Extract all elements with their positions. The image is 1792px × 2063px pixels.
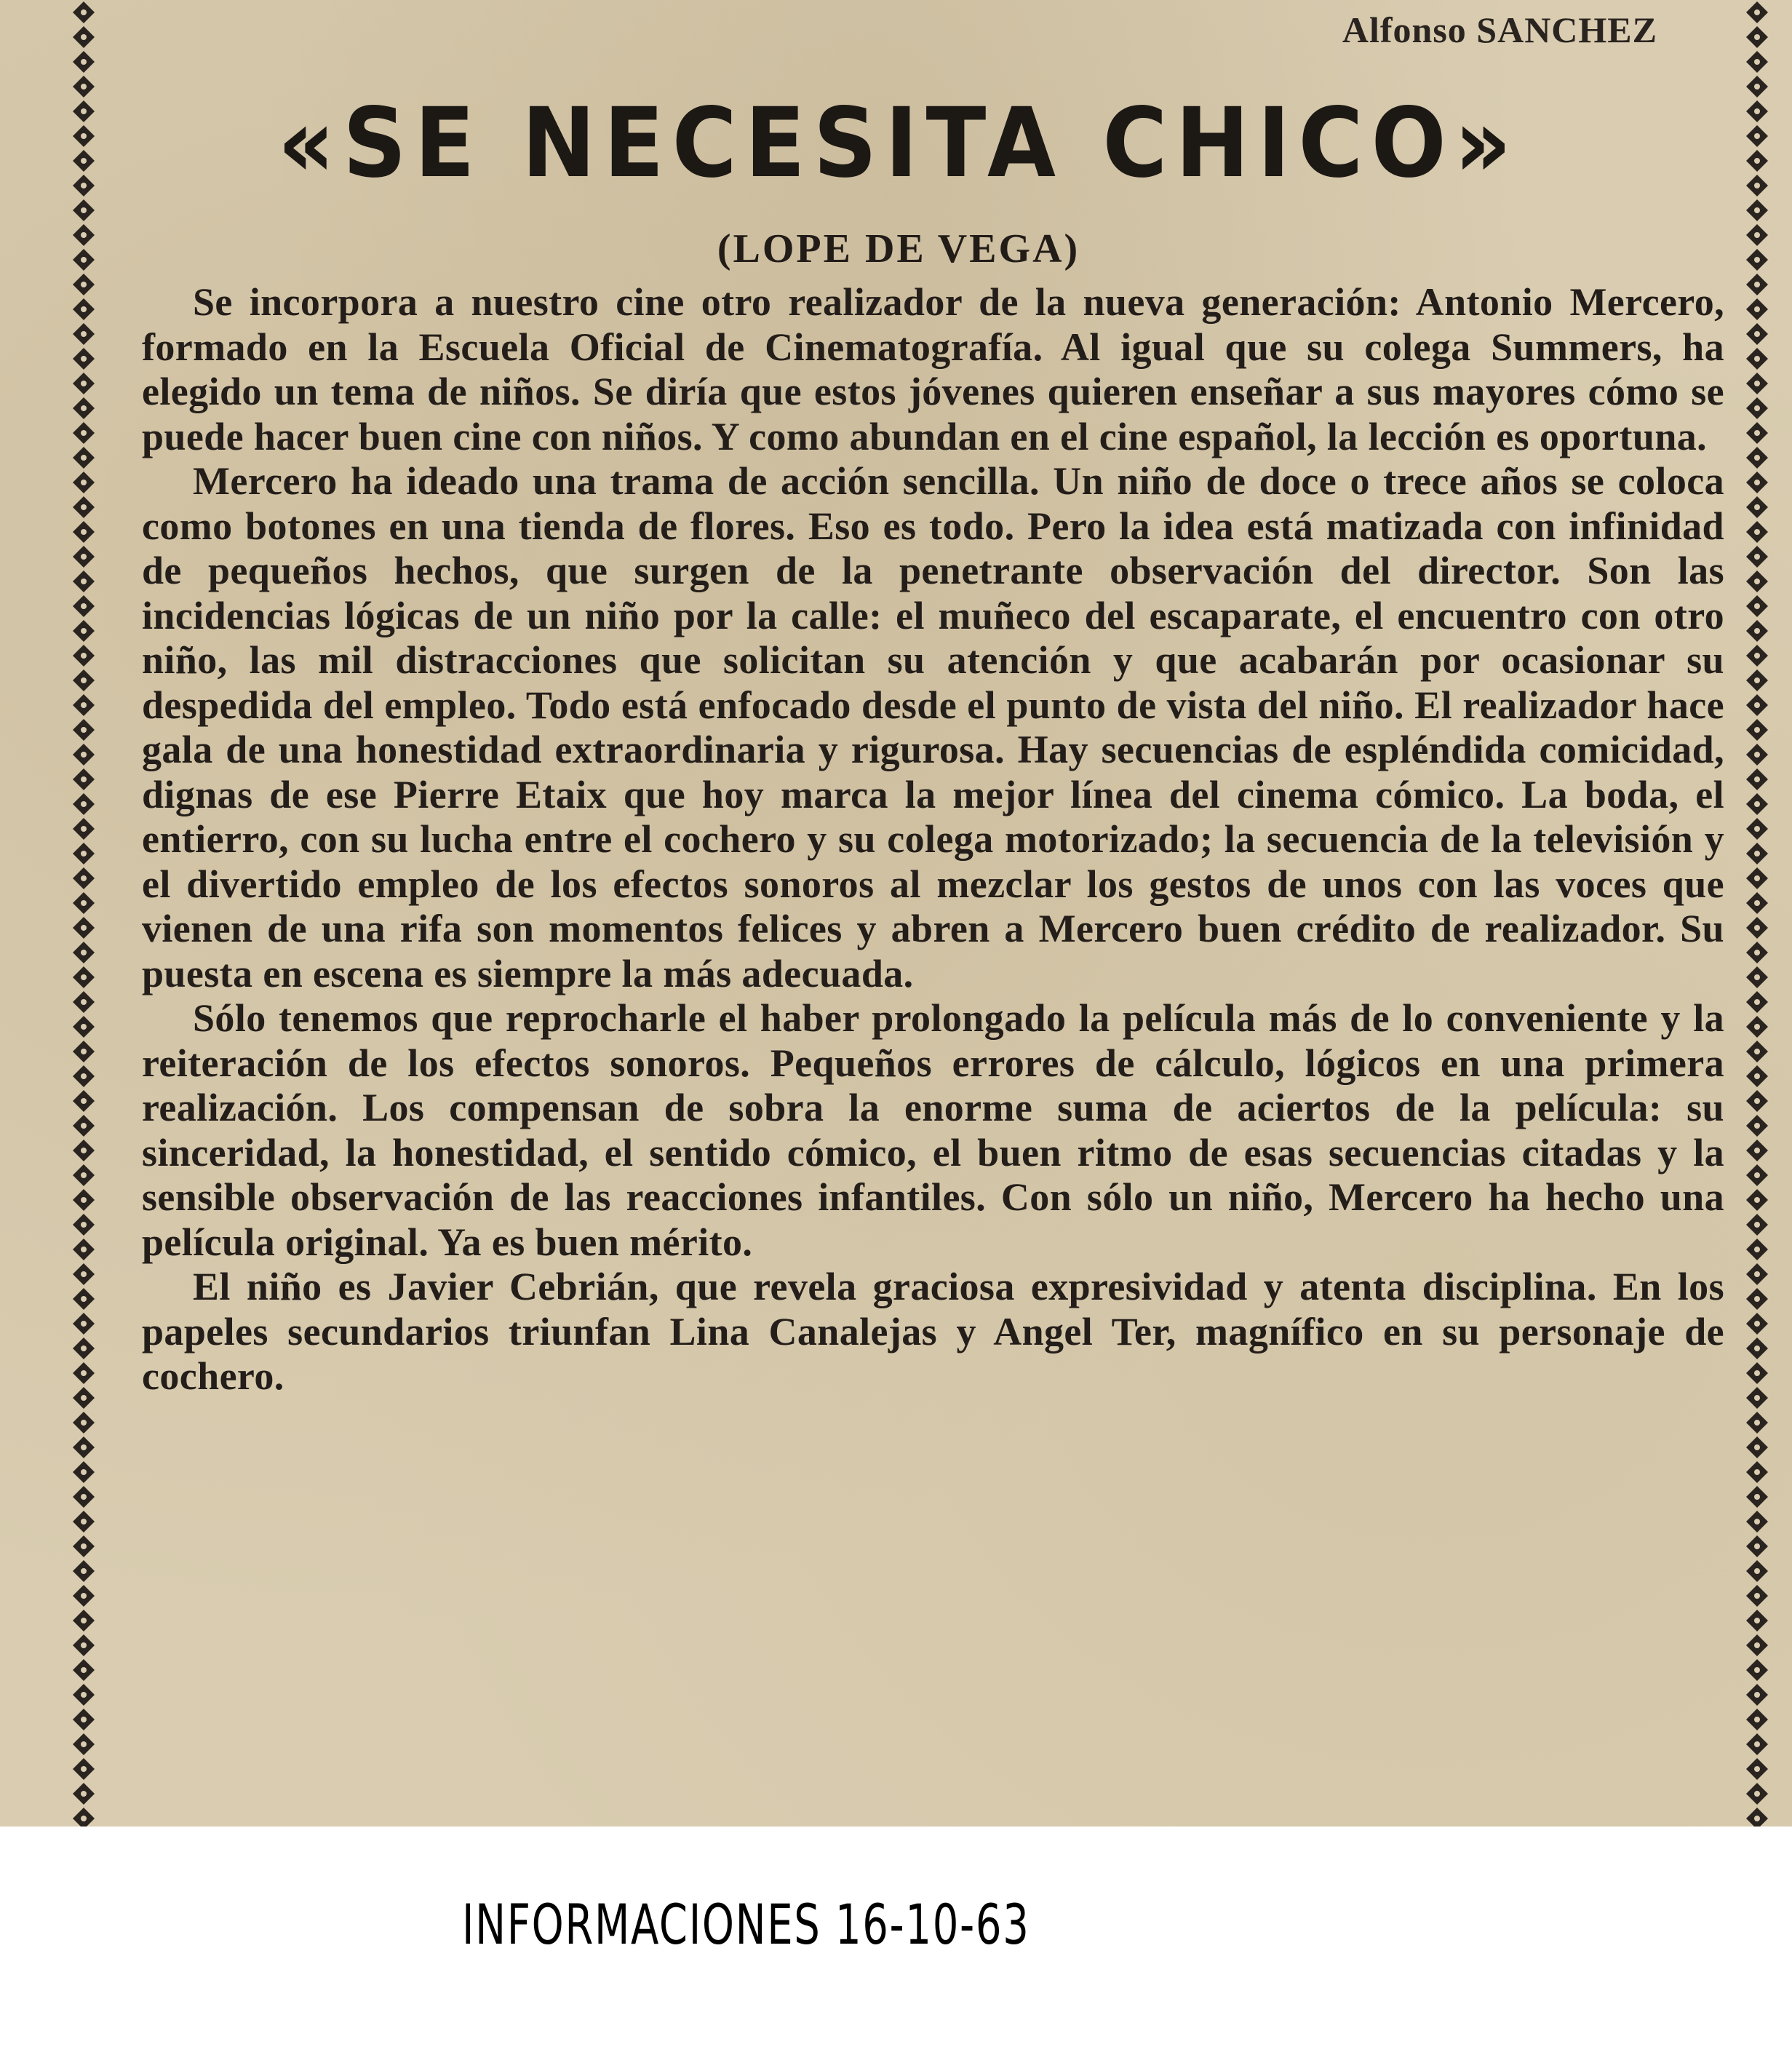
article-paragraph: Se incorpora a nuestro cine otro realizador de la nueva generación: Antonio Mercero, formado en la Escuela Oficial de Cinematografía. Al igual que su colega Summers, ha elegido un tema de niños. Se diría que estos jóvenes quieren enseñar a sus mayores cómo se puede hacer buen cine con niños. Y como abundan en el cine español, la lección es oportuna. — [142, 280, 1724, 458]
article-body — [142, 280, 1724, 1399]
source-caption: INFORMACIONES 16-10-63 — [462, 1892, 1030, 1957]
article-paragraph: El niño es Javier Cebrián, que revela graciosa expresividad y atenta disciplina. En los papeles secundarios triunfan Lina Canalejas y Angel Ter, magnífico en su personaje de cochero. — [142, 1265, 1724, 1398]
article-paragraph: Sólo tenemos que reprocharle el haber prolongado la película más de lo conveniente y la reiteración de los efectos sonoros. Pequeños errores de cálculo, lógicos en una primera realización. Los compensan de sobra la enorme suma de aciertos de la película: su sinceridad, la honestidad, el sentido cómico, el buen ritmo de esas secuencias citadas y la sensible observación de las reacciones infantiles. Con sólo un niño, Mercero ha hecho una película original. Ya es buen mérito. — [142, 996, 1724, 1264]
left-ornamental-border — [58, 0, 109, 1827]
article-title: «SE NECESITA CHICO» — [277, 87, 1520, 199]
article-paragraph: Mercero ha ideado una trama de acción sencilla. Un niño de doce o trece años se coloca como botones en una tienda de flores. Eso es todo. Pero la idea está matizada con infinidad de pequeños hechos, que surgen de la penetrante observación del director. Son las incidencias lógicas de un niño por la calle: el muñeco del escaparate, el encuentro con otro niño, las mil distracciones que solicitan su atención y que acabarán por ocasionar su despedida del empleo. Todo está enfocado desde el punto de vista del niño. El realizador hace gala de una honestidad extraordinaria y rigurosa. Hay secuencias de espléndida comicidad, dignas de ese Pierre Etaix que hoy marca la mejor línea del cinema cómico. La boda, el entierro, con su lucha entre el cochero y su colega motorizado; la secuencia de la televisión y el divertido empleo de los efectos sonoros al mezclar los gestos de unos con las voces que vienen de una rifa son momentos felices y abren a Mercero buen crédito de realizador. Su puesta en escena es siempre la más adecuada. — [142, 459, 1724, 995]
article-subtitle: (LOPE DE VEGA) — [717, 226, 1080, 271]
article-byline: Alfonso SANCHEZ — [1342, 9, 1657, 50]
right-ornamental-border — [1732, 0, 1783, 1827]
